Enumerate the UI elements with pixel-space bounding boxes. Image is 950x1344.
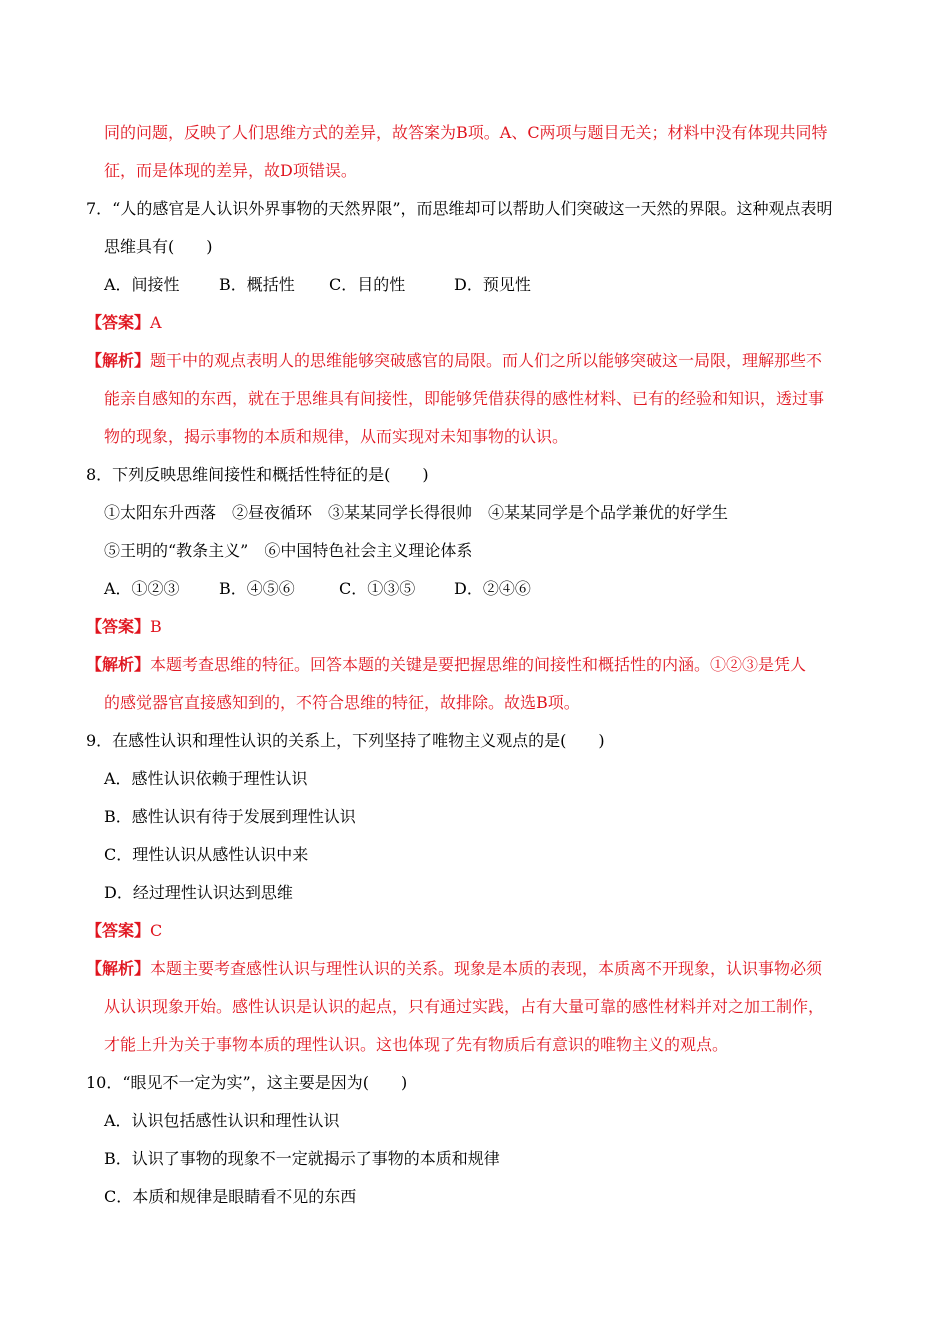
analysis-tag: 【解析】 [86,959,151,978]
answer-tag: 【答案】 [86,617,151,636]
q9-option-a: A．感性认识依赖于理性认识 [104,769,308,788]
answer-tag: 【答案】 [86,921,151,940]
q7-stem-line-1: 7．“人的感官是人认识外界事物的天然界限”，而思维却可以帮助人们突破这一天然的界限。这种观点表明 [86,199,833,218]
q8-answer [86,616,162,638]
q10-stem: 10．“眼见不一定为实”，这主要是因为( ) [86,1073,408,1092]
q7-option-b: B．概括性 [219,275,295,294]
q6-analysis-line-2: 征，而是体现的差异，故D项错误。 [104,161,357,180]
q10-option-a: A．认识包括感性认识和理性认识 [104,1111,340,1130]
q7-answer [86,312,162,334]
q9-option-b: B．感性认识有待于发展到理性认识 [104,807,356,826]
q9-stem: 9．在感性认识和理性认识的关系上，下列坚持了唯物主义观点的是( ) [86,731,605,750]
q8-items-line-1: ①太阳东升西落 ②昼夜循环 ③某某同学长得很帅 ④某某同学是个品学兼优的好学生 [104,503,729,522]
answer-tag: 【答案】 [86,313,151,332]
q7-analysis-line-3: 物的现象，揭示事物的本质和规律，从而实现对未知事物的认识。 [104,427,569,446]
analysis-text: 本题考查思维的特征。回答本题的关键是要把握思维的间接性和概括性的内涵。①②③是凭人 [150,655,807,674]
answer-value: B [150,617,162,636]
q6-analysis-line-1: 同的问题，反映了人们思维方式的差异，故答案为B项。A、C两项与题目无关；材料中没有体现共同特 [104,123,828,142]
q7-analysis-line-1 [86,350,822,372]
q7-option-d: D．预见性 [454,275,531,294]
q9-analysis-line-3: 才能上升为关于事物本质的理性认识。这也体现了先有物质后有意识的唯物主义的观点。 [104,1035,729,1054]
q9-analysis-line-2: 从认识现象开始。感性认识是认识的起点，只有通过实践，占有大量可靠的感性材料并对之加工制作， [104,997,825,1016]
q7-option-c: C．目的性 [329,275,406,294]
q8-option-d: D．②④⑥ [454,579,531,598]
q10-option-c: C．本质和规律是眼睛看不见的东西 [104,1187,357,1206]
q8-items-line-2: ⑤王明的“教条主义” ⑥中国特色社会主义理论体系 [104,541,473,560]
analysis-tag: 【解析】 [86,655,151,674]
answer-value: C [150,921,163,940]
q7-stem-line-2: 思维具有( ) [104,237,213,256]
q7-analysis-line-2: 能亲自感知的东西，就在于思维具有间接性，即能够凭借获得的感性材料、已有的经验和知识，透过事 [104,389,825,408]
q8-analysis-line-2: 的感觉器官直接感知到的，不符合思维的特征，故排除。故选B项。 [104,693,580,712]
q10-option-b: B．认识了事物的现象不一定就揭示了事物的本质和规律 [104,1149,500,1168]
q9-option-d: D．经过理性认识达到思维 [104,883,293,902]
q8-option-c: C．①③⑤ [339,579,416,598]
q8-option-b: B．④⑤⑥ [219,579,295,598]
q8-analysis-line-1 [86,654,806,676]
q9-analysis-line-1 [86,958,822,980]
analysis-text: 题干中的观点表明人的思维能够突破感官的局限。而人们之所以能够突破这一局限，理解那些不 [150,351,823,370]
q9-answer [86,920,162,942]
q8-option-a: A．①②③ [104,579,180,598]
analysis-text: 本题主要考查感性认识与理性认识的关系。现象是本质的表现，本质离不开现象，认识事物必须 [150,959,823,978]
analysis-tag: 【解析】 [86,351,151,370]
q9-option-c: C．理性认识从感性认识中来 [104,845,309,864]
q7-option-a: A．间接性 [104,275,180,294]
q8-stem: 8．下列反映思维间接性和概括性特征的是( ) [86,465,429,484]
answer-value: A [150,313,162,332]
